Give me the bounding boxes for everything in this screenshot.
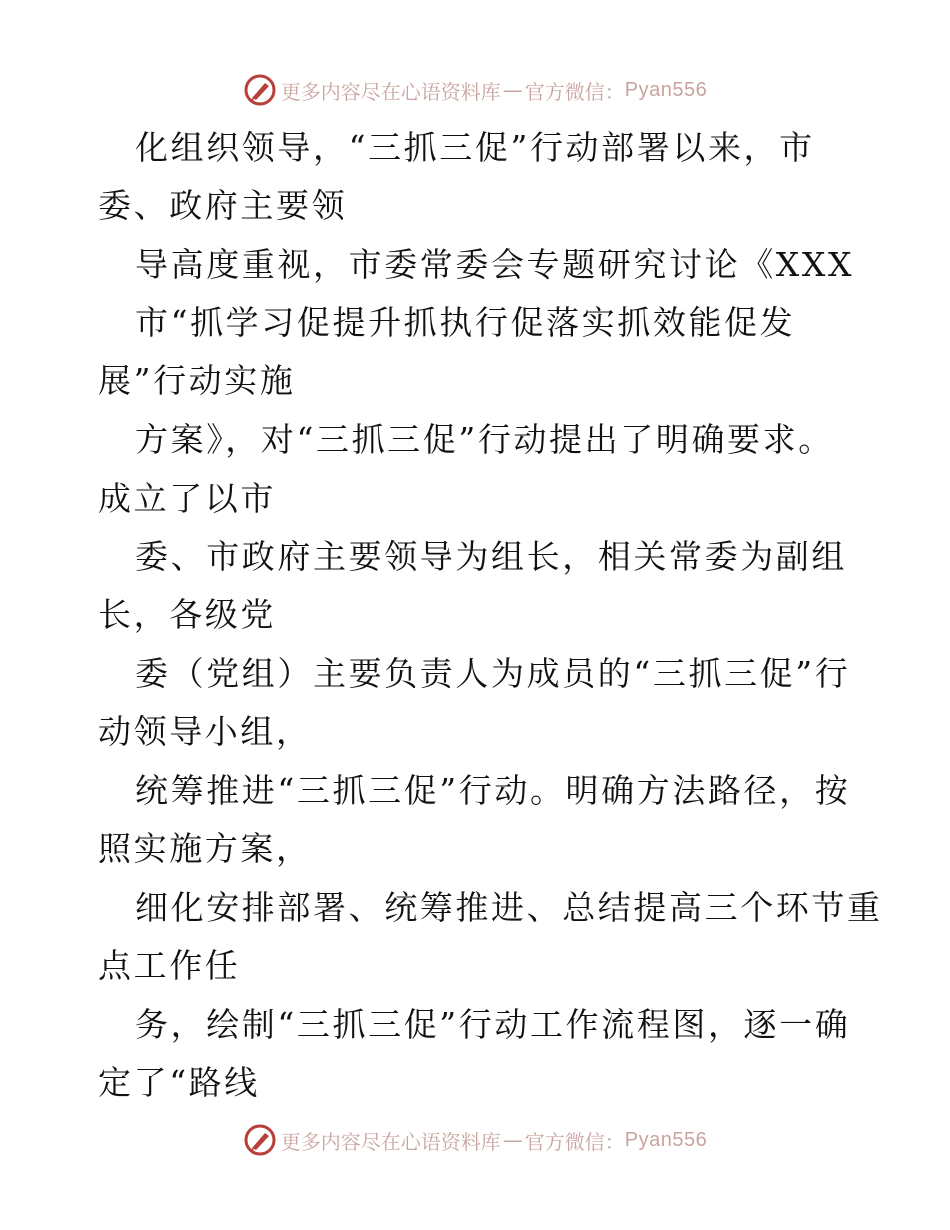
watermark-contact-id: Pyan556 (624, 78, 708, 101)
body-line: 市“抓学习促提升抓执行促落实抓效能促发 (135, 303, 796, 342)
body-line: 委、市政府主要领导为组长，相关常委为副组 (135, 537, 847, 576)
watermark-separator: — (502, 78, 523, 102)
watermark-contact-label: 官方微信： (524, 79, 625, 104)
watermark-text: 更多内容尽在心语资料库 (280, 1129, 501, 1154)
body-line: 长，各级党 (98, 595, 276, 634)
body-line: 细化安排部署、统筹推进、总结提高三个环节重 (135, 888, 883, 927)
body-line: 统筹推进“三抓三促”行动。明确方法路径，按 (135, 771, 851, 810)
body-line: 务，绘制“三抓三促”行动工作流程图，逐一确 (135, 1005, 851, 1044)
body-line: 定了“路线 (98, 1063, 260, 1102)
watermark-contact-id: Pyan556 (624, 1128, 708, 1151)
body-line: 化组织领导，“三抓三促”行动部署以来，市 (135, 128, 815, 167)
body-line: 导高度重视，市委常委会专题研究讨论《XXX (135, 245, 855, 284)
pen-logo-icon (243, 73, 277, 107)
body-line: 点工作任 (98, 946, 241, 985)
body-line: 委（党组）主要负责人为成员的“三抓三促”行 (135, 654, 851, 693)
body-line: 成立了以市 (98, 479, 276, 518)
footer-watermark (0, 1120, 950, 1160)
header-watermark (0, 70, 950, 110)
pen-logo-icon (243, 1123, 277, 1157)
watermark-separator: — (502, 1128, 523, 1152)
body-line: 方案》，对“三抓三促”行动提出了明确要求。 (135, 420, 834, 459)
body-line: 照实施方案， (98, 829, 312, 868)
body-line: 动领导小组， (98, 712, 312, 751)
watermark-contact-label: 官方微信： (524, 1129, 625, 1154)
body-line: 委、政府主要领 (98, 186, 348, 225)
body-line: 展”行动实施 (98, 361, 296, 400)
watermark-text: 更多内容尽在心语资料库 (280, 79, 501, 104)
